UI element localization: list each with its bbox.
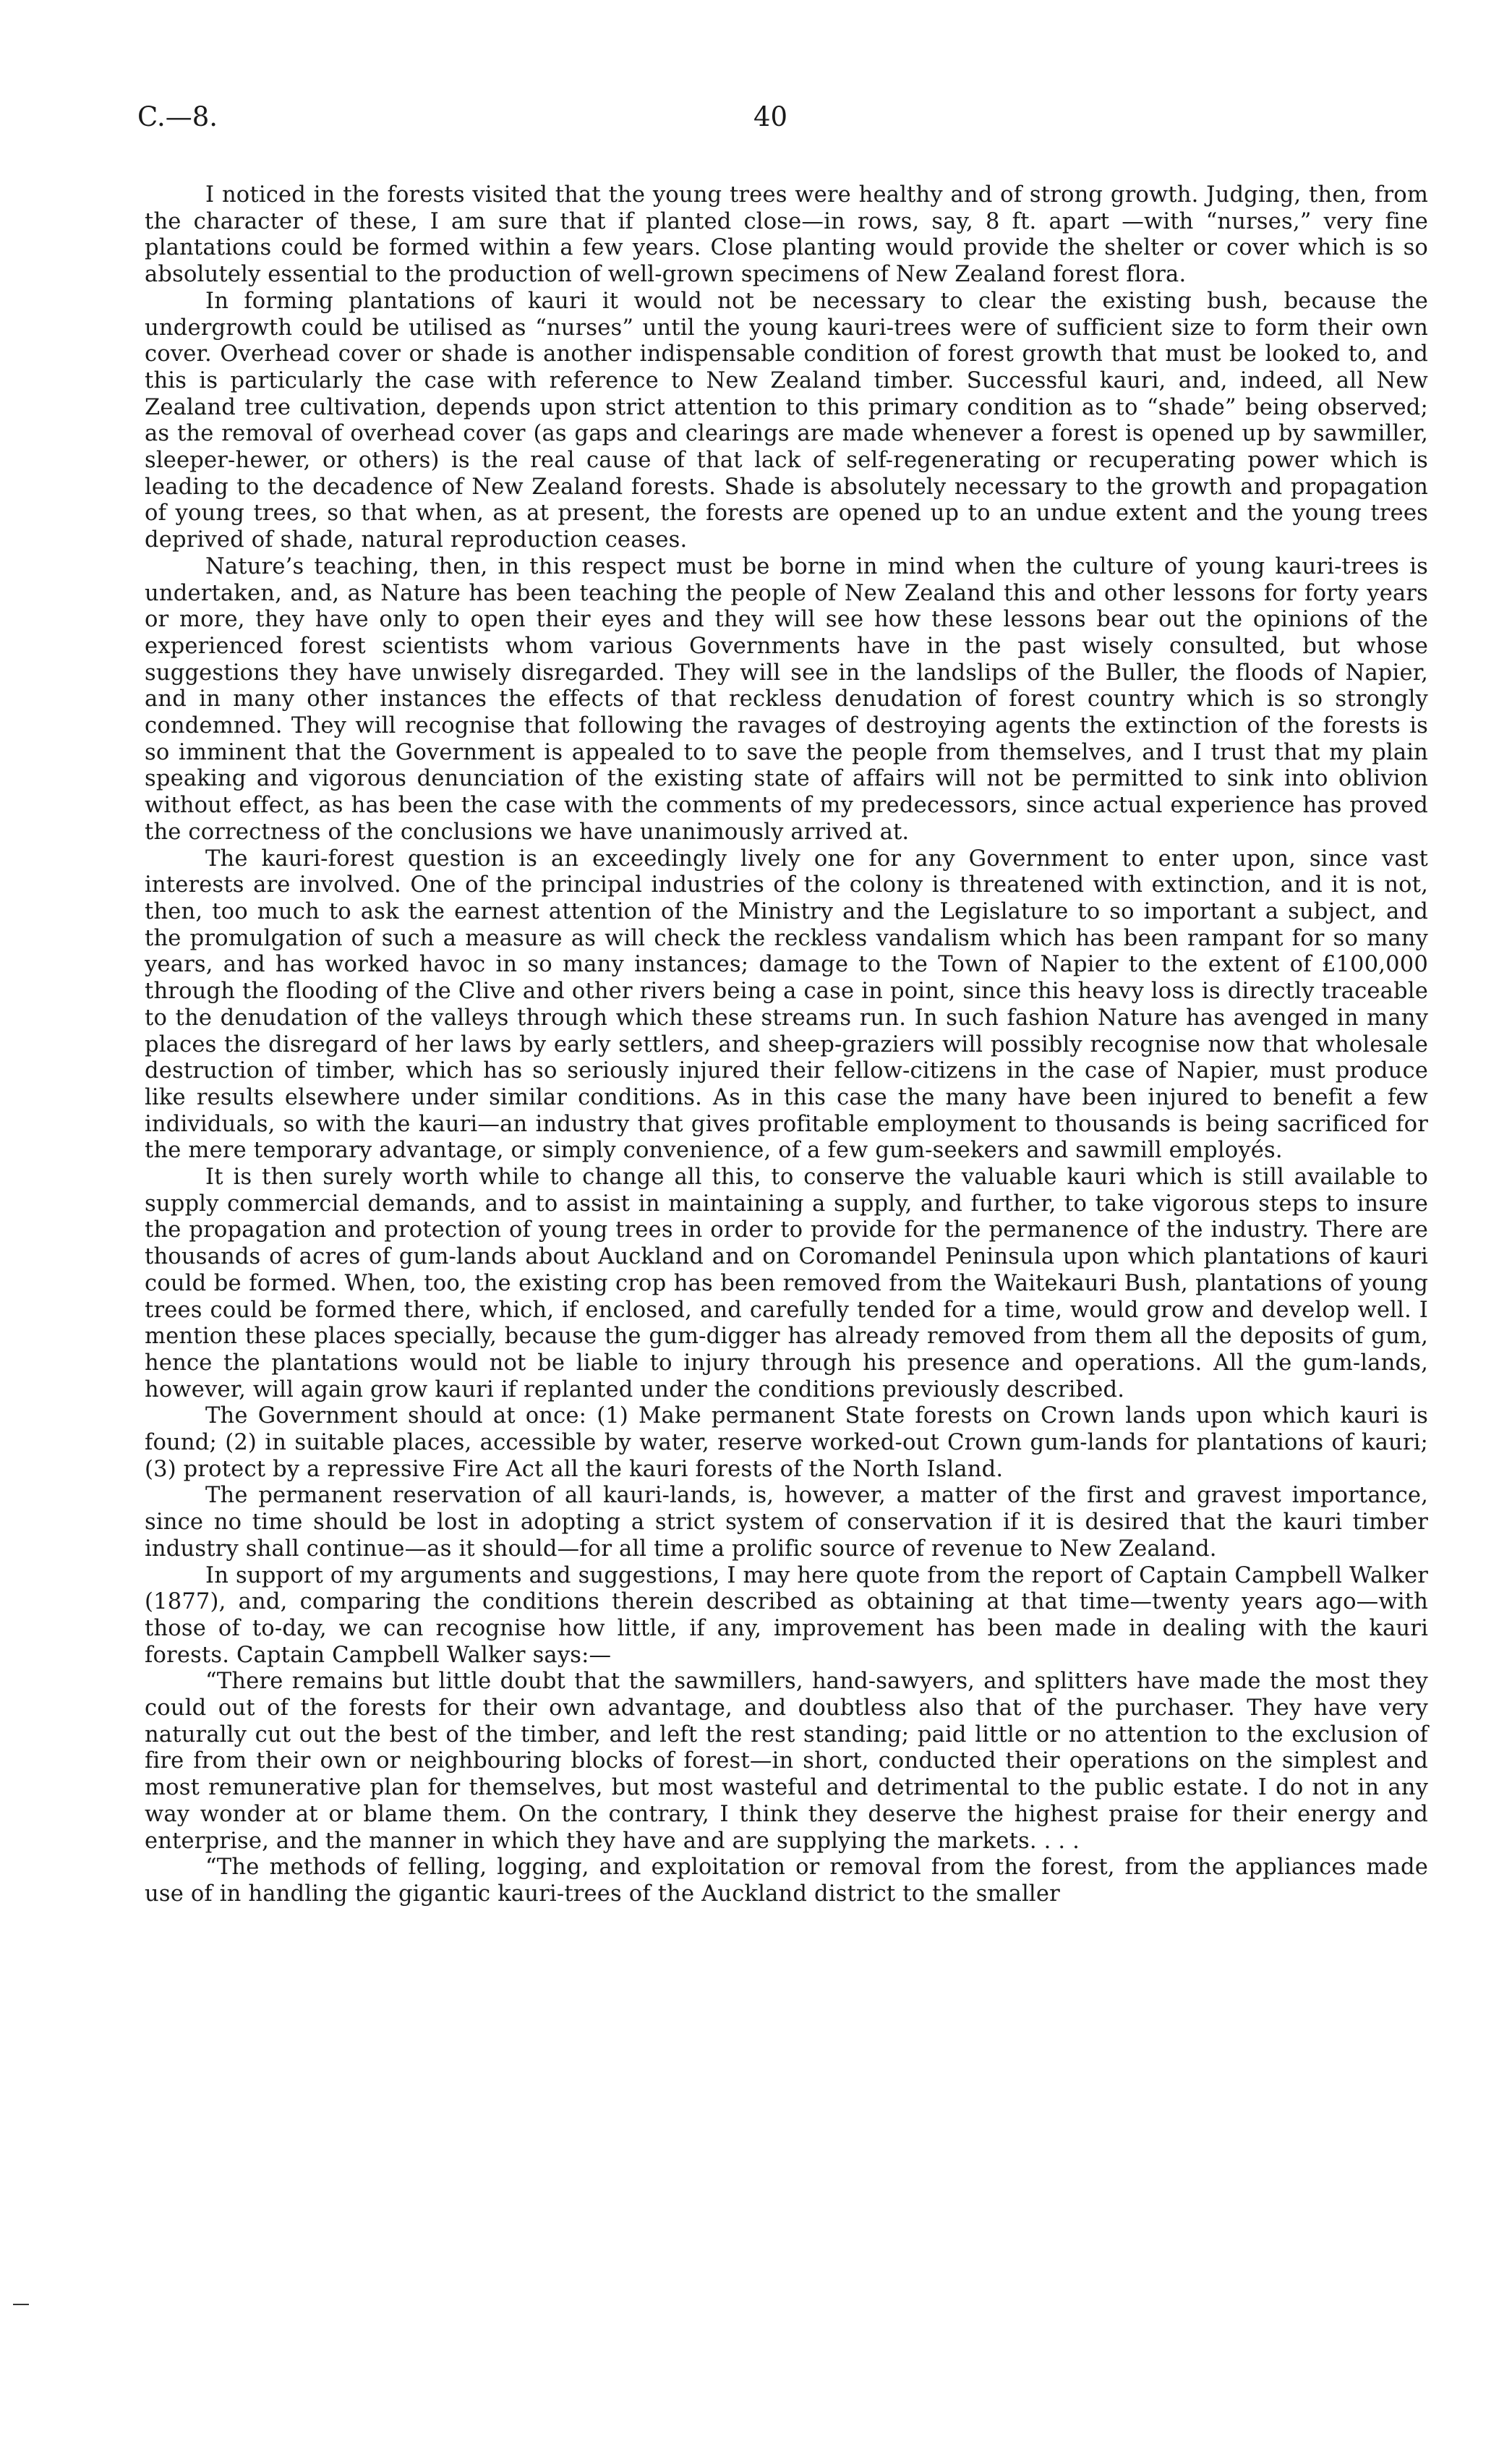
paragraph: The kauri-forest question is an exceedingly lively one for any Government to enter upon, since vast interests are involved. One of the principal industries of the colony is threatened with extinction, and it is not, then, too much to ask the earnest attention of the Ministry and the Legislature to so important a subject, and the promulgation of such a measure as will check the reckless vandalism which has been rampant for so many years, and has worked havoc in so many instances; damage to the Town of Napier to the extent of £100,000 through the flooding of the Clive and other rivers being a case in point, since this heavy loss is directly traceable to the denudation of the valleys through which these streams run. In such fashion Nature has avenged in many places the disregard of her laws by early settlers, and sheep-graziers will possibly recognise now that wholesale destruction of timber, which has so seriously injured their fellow-citizens in the case of Napier, must produce like results elsewhere under similar conditions. As in this case the many have been injured to benefit a few individuals, so with the kauri—an industry that gives profitable employment to thousands is being sacrificed for the mere temporary advantage, or simply convenience, of a few gum-seekers and sawmill employés.	[145, 846, 1428, 1164]
quoted-paragraph: “There remains but little doubt that the sawmillers, hand-sawyers, and splitters have made the most they could out of the forests for their own advantage, and doubtless also that of the purchaser. They have very naturally cut out the best of the timber, and left the rest standing; paid little or no attention to the exclusion of fire from their own or neighbouring blocks of forest—in short, conducted their operations on the simplest and most remunerative plan for themselves, but most wasteful and detrimental to the public estate. I do not in any way wonder at or blame them. On the contrary, I think they deserve the highest praise for their energy and enterprise, and the manner in which they have and are supplying the markets. . . .	[145, 1669, 1428, 1854]
page-header	[137, 101, 1404, 145]
quoted-paragraph: “The methods of felling, logging, and exploitation or removal from the forest, from the appliances made use of in handling the gigantic kauri-trees of the Auckland district to the smaller	[145, 1855, 1428, 1907]
paragraph: In forming plantations of kauri it would not be necessary to clear the existing bush, because the undergrowth could be utilised as “nurses” until the young kauri-trees were of sufficient size to form their own cover. Overhead cover or shade is another indispensable condition of forest growth that must be looked to, and this is particularly the case with reference to New Zealand timber. Successful kauri, and, indeed, all New Zealand tree cultivation, depends upon strict attention to this primary condition as to “shade” being observed; as the removal of overhead cover (as gaps and clearings are made whenever a forest is opened up by sawmiller, sleeper-hewer, or others) is the real cause of that lack of self-regenerating or recuperating power which is leading to the decadence of New Zealand forests. Shade is absolutely necessary to the growth and propagation of young trees, so that when, as at present, the forests are opened up to an undue extent and the young trees deprived of shade, natural reproduction ceases.	[145, 288, 1428, 553]
margin-mark	[13, 2304, 29, 2305]
paragraph: The permanent reservation of all kauri-lands, is, however, a matter of the first and gravest importance, since no time should be lost in adopting a strict system of conservation if it is desired that the kauri timber industry shall continue—as it should—for all time a prolific source of revenue to New Zealand.	[145, 1483, 1428, 1562]
report-reference: C.—8.	[137, 101, 218, 132]
paragraph: I noticed in the forests visited that the young trees were healthy and of strong growth. Judging, then, from the character of these, I am sure that if planted close—in rows, say, 8 ft. apart —with “nurses,” very fine plantations could be formed within a few years. Close planting would provide the shelter or cover which is so absolutely essential to the production of well-grown specimens of New Zealand forest flora.	[145, 182, 1428, 288]
paragraph: It is then surely worth while to change all this, to conserve the valuable kauri which is still available to supply commercial demands, and to assist in maintaining a supply, and further, to take vigorous steps to insure the propagation and protection of young trees in order to provide for the permanence of the industry. There are thousands of acres of gum-lands about Auckland and on Coromandel Peninsula upon which plantations of kauri could be formed. When, too, the existing crop has been removed from the Waitekauri Bush, plantations of young trees could be formed there, which, if enclosed, and carefully tended for a time, would grow and develop well. I mention these places specially, because the gum-digger has already removed from them all the deposits of gum, hence the plantations would not be liable to injury through his presence and operations. All the gum-lands, however, will again grow kauri if replanted under the conditions previously described.	[145, 1165, 1428, 1402]
paragraph: Nature’s teaching, then, in this respect must be borne in mind when the culture of young kauri-trees is undertaken, and, as Nature has been teaching the people of New Zealand this and other lessons for forty years or more, they have only to open their eyes and they will see how these lessons bear out the opinions of the experienced forest scientists whom various Governments have in the past wisely consulted, but whose suggestions they have unwisely disregarded. They will see in the landslips of the Buller, the floods of Napier, and in many other instances the effects of that reckless denudation of forest country which is so strongly condemned. They will recognise that following the ravages of destroying agents the extinction of the forests is so imminent that the Government is appealed to to save the people from themselves, and I trust that my plain speaking and vigorous denunciation of the existing state of affairs will not be permitted to sink into oblivion without effect, as has been the case with the comments of my predecessors, since actual experience has proved the correctness of the conclusions we have unanimously arrived at.	[145, 553, 1428, 845]
page-number: 40	[753, 101, 788, 132]
paragraph: In support of my arguments and suggestions, I may here quote from the report of Captain Campbell Walker (1877), and, comparing the conditions therein described as obtaining at that time—twenty years ago—with those of to-day, we can recognise how little, if any, improvement has been made in dealing with the kauri forests. Captain Campbell Walker says:—	[145, 1562, 1428, 1668]
body-text	[145, 182, 1428, 1908]
paragraph: The Government should at once: (1) Make permanent State forests on Crown lands upon which kauri is found; (2) in suitable places, accessible by water, reserve worked-out Crown gum-lands for plantations of kauri; (3) protect by a repressive Fire Act all the kauri forests of the North Island.	[145, 1403, 1428, 1482]
